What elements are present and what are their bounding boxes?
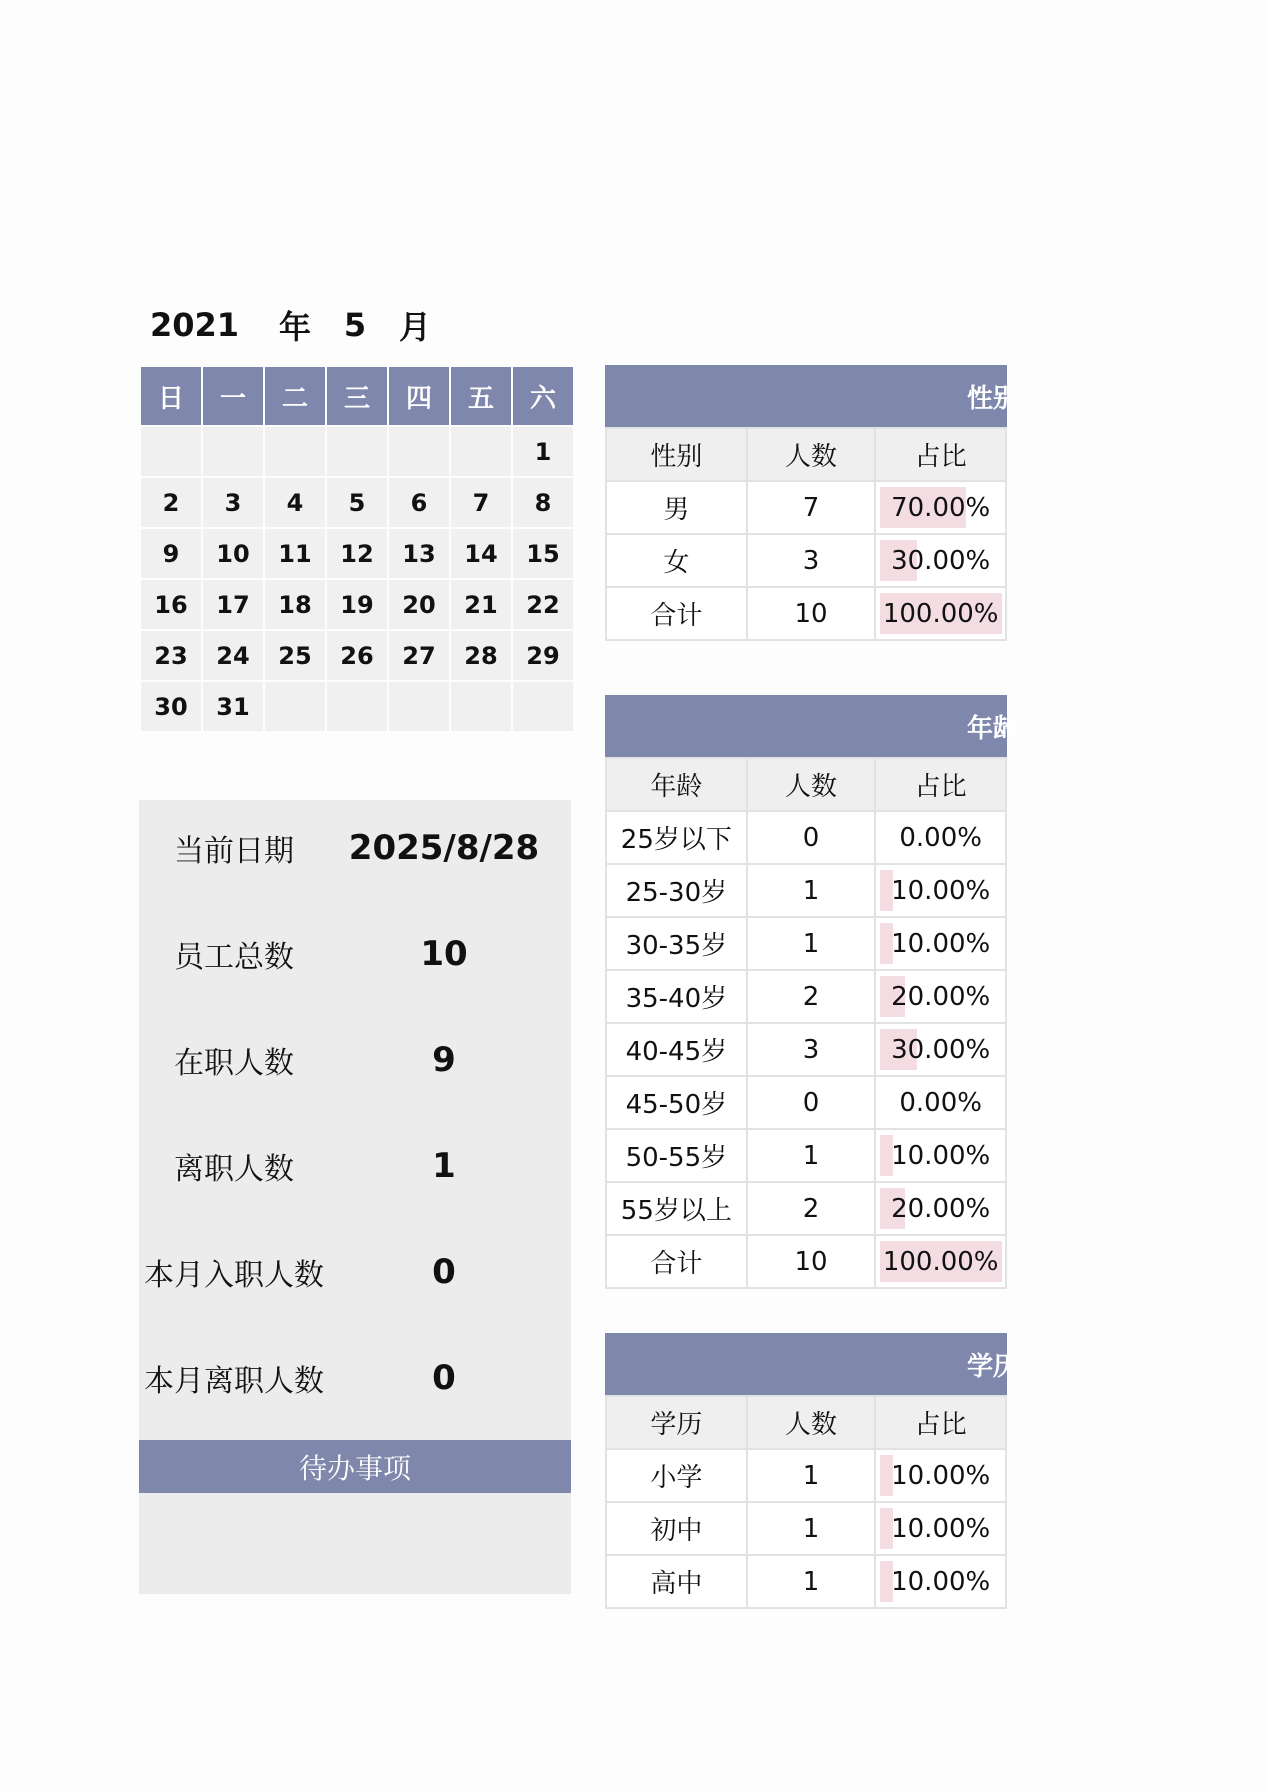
calendar-week-row: [140, 528, 574, 579]
year-label: 年: [278, 308, 311, 346]
calendar-day-cell[interactable]: 20: [388, 579, 450, 630]
row-percentage: 30.00%: [891, 1034, 991, 1065]
table-row: [606, 1182, 1006, 1235]
weekday-header: 三: [326, 366, 388, 426]
calendar-week-row: [140, 630, 574, 681]
year-value: 2021: [150, 306, 240, 344]
summary-stat: [139, 1242, 571, 1302]
calendar-day-cell[interactable]: 24: [202, 630, 264, 681]
calendar-day-cell: [388, 681, 450, 732]
calendar-day-cell[interactable]: 30: [140, 681, 202, 732]
row-percentage-cell: [875, 1449, 1006, 1502]
row-count: 2: [747, 1182, 876, 1235]
table-row: [606, 864, 1006, 917]
column-header: 人数: [747, 758, 876, 811]
row-category: 50-55岁: [606, 1129, 747, 1182]
table-row: [606, 1235, 1006, 1288]
column-header: 学历: [606, 1396, 747, 1449]
column-header: 占比: [875, 1396, 1006, 1449]
calendar-day-cell[interactable]: 21: [450, 579, 512, 630]
summary-stat: [139, 818, 571, 878]
calendar-day-cell: [140, 426, 202, 477]
row-category: 高中: [606, 1555, 747, 1608]
calendar-title: [150, 300, 450, 350]
row-count: 3: [747, 534, 876, 587]
row-percentage: 100.00%: [882, 1246, 999, 1277]
education-column-headers: [606, 1396, 1006, 1449]
calendar-day-cell[interactable]: 31: [202, 681, 264, 732]
calendar-day-cell[interactable]: 15: [512, 528, 574, 579]
calendar-day-cell[interactable]: 25: [264, 630, 326, 681]
column-header: 人数: [747, 428, 876, 481]
summary-stat-value: 9: [432, 1040, 456, 1080]
todo-header: 待办事项: [139, 1440, 571, 1493]
calendar-day-cell[interactable]: 28: [450, 630, 512, 681]
row-category: 55岁以上: [606, 1182, 747, 1235]
row-category: 合计: [606, 1235, 747, 1288]
row-percentage: 10.00%: [891, 1140, 991, 1171]
summary-stat-label: 员工总数: [174, 940, 294, 975]
row-percentage: 10.00%: [891, 928, 991, 959]
row-percentage: 70.00%: [891, 492, 991, 523]
calendar-day-cell: [388, 426, 450, 477]
row-percentage: 0.00%: [899, 1087, 982, 1118]
calendar-day-cell[interactable]: 12: [326, 528, 388, 579]
summary-stat-label: 在职人数: [174, 1046, 294, 1081]
gender-column-headers: [606, 428, 1006, 481]
gender-table-title: [605, 365, 1019, 427]
summary-stat: [139, 1136, 571, 1196]
calendar-day-cell[interactable]: 16: [140, 579, 202, 630]
summary-stat: [139, 1030, 571, 1090]
calendar-day-cell[interactable]: 7: [450, 477, 512, 528]
education-table: [605, 1333, 1019, 1609]
calendar-day-cell: [326, 426, 388, 477]
calendar-day-cell: [326, 681, 388, 732]
row-percentage: 20.00%: [891, 1193, 991, 1224]
summary-stat-label: 当前日期: [174, 834, 294, 869]
column-header: 性别: [606, 428, 747, 481]
row-category: 45-50岁: [606, 1076, 747, 1129]
row-percentage-cell: [875, 1182, 1006, 1235]
row-percentage-cell: [875, 1076, 1006, 1129]
row-category: 25-30岁: [606, 864, 747, 917]
row-percentage-cell: [875, 1555, 1006, 1608]
calendar-day-cell[interactable]: 6: [388, 477, 450, 528]
summary-stat-label: 本月入职人数: [144, 1258, 324, 1293]
row-count: 10: [747, 1235, 876, 1288]
row-percentage: 100.00%: [882, 598, 999, 629]
calendar-day-cell[interactable]: 2: [140, 477, 202, 528]
calendar-week-row: [140, 579, 574, 630]
row-category: 25岁以下: [606, 811, 747, 864]
row-count: 1: [747, 1129, 876, 1182]
weekday-header: 二: [264, 366, 326, 426]
row-count: 0: [747, 811, 876, 864]
calendar-day-cell[interactable]: 5: [326, 477, 388, 528]
summary-stat-value: 0: [432, 1358, 456, 1398]
weekday-header: 五: [450, 366, 512, 426]
age-table: [605, 695, 1019, 1289]
calendar-day-cell[interactable]: 1: [512, 426, 574, 477]
table-row: [606, 1076, 1006, 1129]
row-percentage-cell: [875, 1502, 1006, 1555]
row-count: 1: [747, 1555, 876, 1608]
calendar-day-cell[interactable]: 19: [326, 579, 388, 630]
calendar-week-row: [140, 681, 574, 732]
row-percentage-cell: [875, 864, 1006, 917]
calendar-day-cell: [264, 426, 326, 477]
row-count: 1: [747, 917, 876, 970]
weekday-header: 一: [202, 366, 264, 426]
summary-stat-label: 本月离职人数: [144, 1364, 324, 1399]
row-percentage-cell: [875, 1023, 1006, 1076]
row-percentage: 10.00%: [891, 1566, 991, 1597]
gender-table: [605, 365, 1019, 641]
calendar-day-cell[interactable]: 9: [140, 528, 202, 579]
row-category: 合计: [606, 587, 747, 640]
age-column-headers: [606, 758, 1006, 811]
column-header: 人数: [747, 1396, 876, 1449]
table-row: [606, 1502, 1006, 1555]
summary-stat-label: 离职人数: [174, 1152, 294, 1187]
row-category: 女: [606, 534, 747, 587]
row-percentage: 10.00%: [891, 1460, 991, 1491]
row-category: 小学: [606, 1449, 747, 1502]
row-percentage: 30.00%: [891, 545, 991, 576]
calendar-grid: [139, 365, 575, 733]
calendar-day-cell: [264, 681, 326, 732]
column-header: 年龄: [606, 758, 747, 811]
todo-list[interactable]: [139, 1493, 571, 1594]
row-category: 男: [606, 481, 747, 534]
table-row: [606, 534, 1006, 587]
summary-stat-value: 1: [432, 1146, 456, 1186]
summary-stat: [139, 924, 571, 984]
row-percentage-cell: [875, 534, 1006, 587]
calendar-day-cell: [450, 681, 512, 732]
row-percentage-cell: [875, 1235, 1006, 1288]
row-percentage: 20.00%: [891, 981, 991, 1012]
row-category: 30-35岁: [606, 917, 747, 970]
age-table-title: [605, 695, 1019, 757]
calendar-day-cell[interactable]: 18: [264, 579, 326, 630]
row-percentage: 10.00%: [891, 875, 991, 906]
month-label: 月: [398, 308, 431, 346]
calendar-day-cell[interactable]: 13: [388, 528, 450, 579]
row-count: 7: [747, 481, 876, 534]
calendar-day-cell[interactable]: 17: [202, 579, 264, 630]
table-row: [606, 1449, 1006, 1502]
row-count: 1: [747, 1449, 876, 1502]
education-title-text: 学历: [966, 1351, 1019, 1382]
summary-stat-value: 2025/8/28: [348, 828, 540, 868]
row-percentage-cell: [875, 481, 1006, 534]
calendar-day-cell[interactable]: 23: [140, 630, 202, 681]
table-row: [606, 587, 1006, 640]
calendar-day-cell[interactable]: 22: [512, 579, 574, 630]
row-count: 0: [747, 1076, 876, 1129]
calendar-day-cell[interactable]: 11: [264, 528, 326, 579]
calendar-day-cell[interactable]: 3: [202, 477, 264, 528]
row-percentage-cell: [875, 1129, 1006, 1182]
row-percentage-cell: [875, 970, 1006, 1023]
age-title-text: 年龄: [966, 713, 1019, 744]
table-row: [606, 1555, 1006, 1608]
calendar-day-cell[interactable]: 29: [512, 630, 574, 681]
weekday-header: 四: [388, 366, 450, 426]
table-row: [606, 970, 1006, 1023]
calendar-day-cell[interactable]: 14: [450, 528, 512, 579]
column-header: 占比: [875, 758, 1006, 811]
row-count: 2: [747, 970, 876, 1023]
summary-stat-value: 10: [420, 934, 468, 974]
calendar-day-cell: [202, 426, 264, 477]
row-category: 40-45岁: [606, 1023, 747, 1076]
row-percentage-cell: [875, 917, 1006, 970]
row-count: 3: [747, 1023, 876, 1076]
row-percentage-cell: [875, 587, 1006, 640]
calendar-day-cell[interactable]: 10: [202, 528, 264, 579]
weekday-header: 六: [512, 366, 574, 426]
calendar-day-cell: [450, 426, 512, 477]
row-percentage: 0.00%: [899, 822, 982, 853]
calendar-day-cell[interactable]: 8: [512, 477, 574, 528]
row-category: 初中: [606, 1502, 747, 1555]
table-row: [606, 1023, 1006, 1076]
calendar-day-cell[interactable]: 4: [264, 477, 326, 528]
calendar-day-cell: [512, 681, 574, 732]
table-row: [606, 481, 1006, 534]
gender-title-text: 性别: [966, 383, 1019, 414]
row-count: 1: [747, 1502, 876, 1555]
summary-stat-value: 0: [432, 1252, 456, 1292]
summary-stat: [139, 1348, 571, 1408]
weekday-row: [140, 366, 574, 426]
table-row: [606, 917, 1006, 970]
month-value: 5: [343, 306, 367, 344]
row-count: 10: [747, 587, 876, 640]
row-category: 35-40岁: [606, 970, 747, 1023]
row-percentage-cell: [875, 811, 1006, 864]
education-table-title: [605, 1333, 1019, 1395]
row-percentage: 10.00%: [891, 1513, 991, 1544]
calendar-day-cell[interactable]: 26: [326, 630, 388, 681]
calendar-week-row: [140, 426, 574, 477]
column-header: 占比: [875, 428, 1006, 481]
row-count: 1: [747, 864, 876, 917]
calendar-week-row: [140, 477, 574, 528]
weekday-header: 日: [140, 366, 202, 426]
table-row: [606, 1129, 1006, 1182]
calendar-day-cell[interactable]: 27: [388, 630, 450, 681]
table-row: [606, 811, 1006, 864]
summary-panel: [139, 800, 571, 1594]
